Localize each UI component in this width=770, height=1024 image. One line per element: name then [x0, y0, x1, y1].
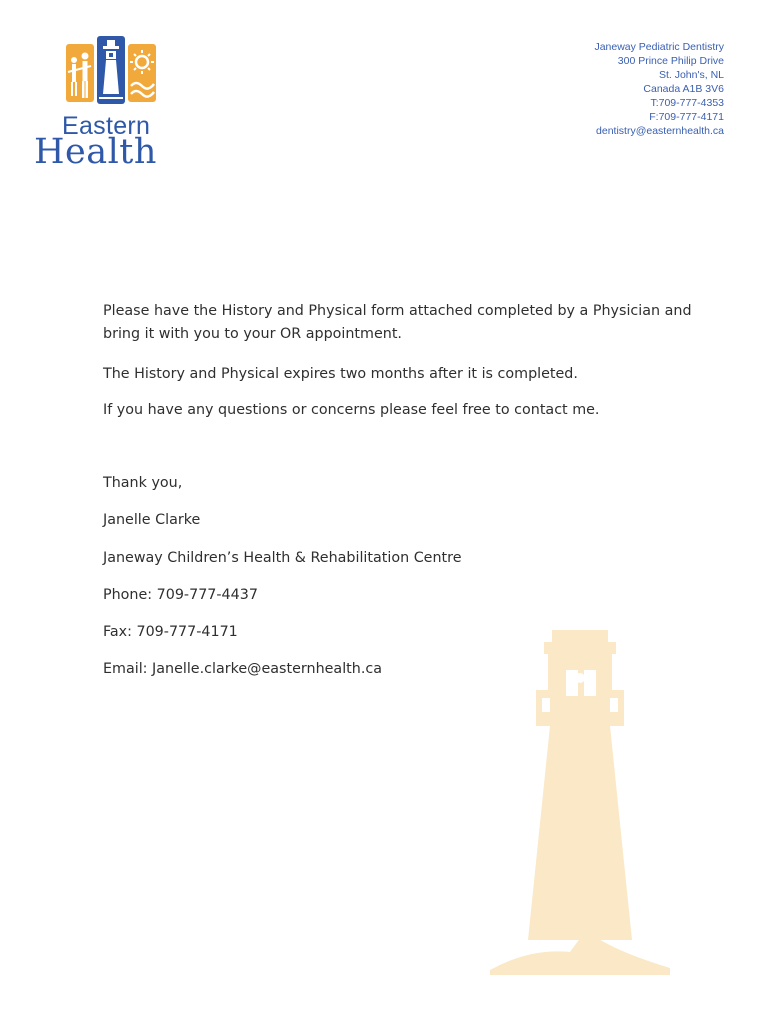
contact-phone: Phone: 709-777-4437 — [103, 587, 258, 603]
address-fax: F:709-777-4171 — [649, 111, 724, 123]
signer-organization: Janeway Children’s Health & Rehabilitation Centre — [103, 550, 462, 566]
address-line: Janeway Pediatric Dentistry — [594, 41, 724, 53]
logo-text-eastern: Eastern — [62, 112, 151, 140]
para3: If you have any questions or concerns please feel free to contact me. — [103, 402, 600, 418]
signer-name: Janelle Clarke — [103, 512, 201, 528]
lighthouse-watermark-icon — [490, 630, 670, 980]
para1-line1: Please have the History and Physical form attached completed by a Physician and — [103, 303, 692, 319]
contact-fax: Fax: 709-777-4171 — [103, 624, 238, 640]
contact-email[interactable]: Email: Janelle.clarke@easternhealth.ca — [103, 661, 382, 677]
address-line: St. John's, NL — [658, 69, 724, 81]
para1-line2: bring it with you to your OR appointment. — [103, 326, 402, 342]
address-line: 300 Prince Philip Drive — [617, 55, 724, 67]
closing: Thank you, — [103, 475, 183, 491]
logo-text-health: Health — [34, 132, 157, 172]
address-phone: T:709-777-4353 — [650, 97, 724, 109]
lighthouse-family-sun-icon — [66, 36, 158, 106]
eastern-health-logo — [34, 36, 194, 171]
para2: The History and Physical expires two months after it is completed. — [103, 366, 578, 382]
letterhead-address — [504, 40, 724, 138]
address-email[interactable]: dentistry@easternhealth.ca — [596, 125, 724, 137]
address-line: Canada A1B 3V6 — [643, 83, 724, 95]
